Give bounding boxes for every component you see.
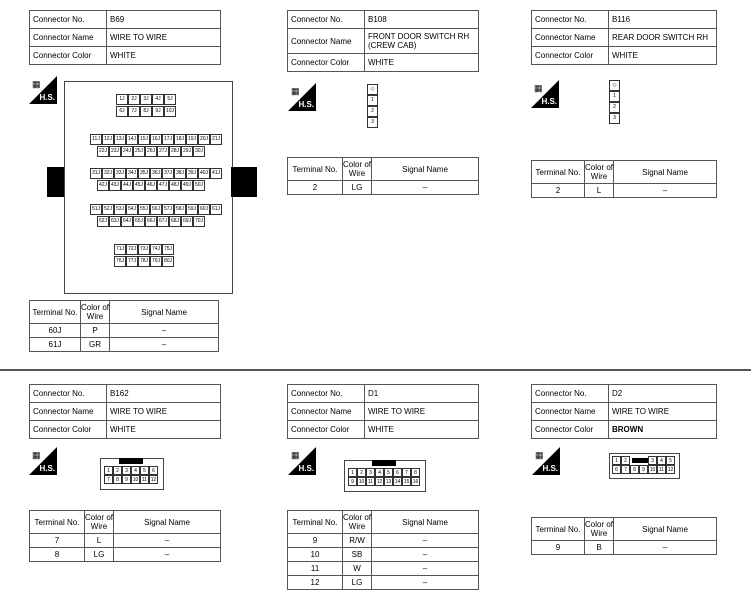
value-connector-name: WIRE TO WIRE bbox=[107, 403, 221, 421]
pin-cavity: 3 bbox=[367, 117, 378, 128]
pin-cavity: 67J bbox=[157, 216, 169, 227]
pin-cavity: 8 bbox=[630, 465, 639, 474]
table-row: 2 LG – bbox=[288, 181, 479, 195]
pin-cavity: 11 bbox=[141, 477, 148, 483]
pin-cavity: 15J bbox=[138, 134, 150, 145]
pin-cavity: 9J bbox=[152, 106, 164, 117]
pin-cavity: 9 bbox=[639, 465, 648, 474]
pin-cavity: 35J bbox=[138, 168, 150, 179]
pin-cavity: 78J bbox=[138, 256, 150, 267]
connector-latch-right bbox=[231, 167, 257, 197]
pin-cavity: ◇ bbox=[367, 84, 378, 95]
pin-cavity: 71J bbox=[114, 244, 126, 255]
harness-side-icon: ▦ H.S. bbox=[532, 447, 560, 475]
table-row: 9 R/W – bbox=[288, 534, 479, 548]
label-connector-color: Connector Color bbox=[288, 421, 365, 439]
pin-cavity: 38J bbox=[174, 168, 186, 179]
pin-cavity: 2J bbox=[128, 94, 140, 105]
value-connector-color: BROWN bbox=[609, 421, 717, 439]
header-color-of-wire: Color of Wire bbox=[343, 158, 372, 181]
header-terminal-no: Terminal No. bbox=[288, 158, 343, 181]
pin-cavity: 5J bbox=[164, 94, 176, 105]
pin-cavity: 62J bbox=[97, 216, 109, 227]
connector-key bbox=[632, 458, 648, 463]
header-signal-name: Signal Name bbox=[372, 158, 479, 181]
value-connector-no: B69 bbox=[107, 11, 221, 29]
pin-cavity: 6 bbox=[612, 465, 621, 474]
pin-cavity: 14J bbox=[126, 134, 138, 145]
connector-info-b69 bbox=[29, 10, 221, 65]
pin-cavity: 9 bbox=[348, 477, 357, 486]
pin-cavity: 12J bbox=[102, 134, 114, 145]
pin-cavity: 64J bbox=[121, 216, 133, 227]
table-row: 8 LG – bbox=[30, 548, 221, 562]
pin-cavity: 80J bbox=[162, 256, 174, 267]
pin-cavity: 1J bbox=[116, 94, 128, 105]
pin-cavity: 24J bbox=[121, 146, 133, 157]
pin-cavity: 27J bbox=[157, 146, 169, 157]
pin-cavity: 36J bbox=[150, 168, 162, 179]
pin-cavity: 49J bbox=[181, 180, 193, 191]
pin-cavity: 26J bbox=[145, 146, 157, 157]
connector-glyph-icon: ▦ bbox=[32, 450, 41, 460]
value-connector-color: WHITE bbox=[365, 421, 479, 439]
pin-cavity: 10 bbox=[358, 479, 365, 485]
pin-cavity: 25J bbox=[133, 146, 145, 157]
header-color-of-wire: Color of Wire bbox=[585, 518, 614, 541]
table-row: 61J GR – bbox=[30, 338, 219, 352]
harness-side-icon: ▦ H.S. bbox=[531, 80, 559, 108]
pin-cavity: 2 bbox=[357, 468, 366, 477]
value-connector-no: D1 bbox=[365, 385, 479, 403]
pin-cavity: 40J bbox=[198, 168, 210, 179]
pin-cavity: 10J bbox=[164, 106, 176, 117]
pin-cavity: 58J bbox=[174, 204, 186, 215]
pin-cavity: 46J bbox=[145, 180, 157, 191]
table-row: 10 SB – bbox=[288, 548, 479, 562]
pin-cavity: 14 bbox=[394, 479, 401, 485]
pin-cavity: 3 bbox=[366, 468, 375, 477]
connector-lock-tab bbox=[119, 458, 143, 464]
harness-side-icon: ▦ H.S. bbox=[29, 76, 57, 104]
pin-cavity: 16J bbox=[150, 134, 162, 145]
harness-side-icon: ▦ H.S. bbox=[29, 447, 57, 475]
pin-cavity: 1 bbox=[609, 91, 620, 102]
connector-glyph-icon: ▦ bbox=[32, 79, 41, 89]
harness-side-icon: ▦ H.S. bbox=[288, 447, 316, 475]
connector-info-b116 bbox=[531, 10, 717, 65]
label-connector-color: Connector Color bbox=[30, 421, 107, 439]
pin-cavity: 47J bbox=[157, 180, 169, 191]
pin-cavity: 8J bbox=[140, 106, 152, 117]
section-divider bbox=[0, 369, 751, 371]
pin-cavity: 1 bbox=[104, 466, 113, 475]
pin-cavity: 18J bbox=[174, 134, 186, 145]
table-row: 12 LG – bbox=[288, 576, 479, 590]
value-connector-color: WHITE bbox=[609, 47, 717, 65]
connector-info-d1 bbox=[287, 384, 479, 439]
value-connector-name: FRONT DOOR SWITCH RH (CREW CAB) bbox=[365, 29, 479, 54]
header-color-of-wire: Color of Wire bbox=[585, 161, 614, 184]
pin-cavity: 12 bbox=[150, 477, 157, 483]
label-connector-no: Connector No. bbox=[288, 385, 365, 403]
pin-cavity: 4 bbox=[657, 456, 666, 465]
pin-cavity: 66J bbox=[145, 216, 157, 227]
pin-cavity: ◇ bbox=[609, 80, 620, 91]
pin-cavity: 4 bbox=[375, 468, 384, 477]
pin-cavity: 44J bbox=[121, 180, 133, 191]
label-connector-no: Connector No. bbox=[30, 11, 107, 29]
label-connector-name: Connector Name bbox=[532, 403, 609, 421]
pin-cavity: 9 bbox=[122, 475, 131, 484]
pin-cavity: 13J bbox=[114, 134, 126, 145]
header-terminal-no: Terminal No. bbox=[30, 301, 81, 324]
pin-cavity: 50J bbox=[193, 180, 205, 191]
label-connector-name: Connector Name bbox=[532, 29, 609, 47]
value-connector-name: WIRE TO WIRE bbox=[365, 403, 479, 421]
connector-glyph-icon: ▦ bbox=[534, 83, 543, 93]
pin-cavity: 22J bbox=[97, 146, 109, 157]
pin-cavity: 5 bbox=[384, 468, 393, 477]
label-connector-color: Connector Color bbox=[30, 47, 107, 65]
pin-cavity: 4 bbox=[131, 466, 140, 475]
pin-cavity: 37J bbox=[162, 168, 174, 179]
terminal-table-b69 bbox=[29, 300, 219, 352]
table-row: 7 L – bbox=[30, 534, 221, 548]
pin-cavity: 31J bbox=[90, 168, 102, 179]
value-connector-color: WHITE bbox=[365, 54, 479, 72]
pin-cavity: 10 bbox=[649, 467, 656, 473]
pin-cavity: 7J bbox=[128, 106, 140, 117]
pin-cavity: 1 bbox=[612, 456, 621, 465]
label-connector-name: Connector Name bbox=[30, 29, 107, 47]
header-color-of-wire: Color of Wire bbox=[85, 511, 114, 534]
pin-cavity: 3J bbox=[140, 94, 152, 105]
connector-glyph-icon: ▦ bbox=[291, 450, 300, 460]
pin-cavity: 12 bbox=[376, 479, 383, 485]
terminal-table-d2 bbox=[531, 517, 717, 555]
connector-latch-left bbox=[47, 167, 64, 197]
value-connector-color: WHITE bbox=[107, 47, 221, 65]
header-color-of-wire: Color of Wire bbox=[343, 511, 372, 534]
header-signal-name: Signal Name bbox=[110, 301, 219, 324]
label-connector-no: Connector No. bbox=[532, 385, 609, 403]
header-terminal-no: Terminal No. bbox=[532, 161, 585, 184]
pin-cavity: 6 bbox=[149, 466, 158, 475]
pin-cavity: 2 bbox=[609, 102, 620, 113]
pin-cavity: 65J bbox=[133, 216, 145, 227]
pin-cavity: 17J bbox=[162, 134, 174, 145]
table-row: 11 W – bbox=[288, 562, 479, 576]
pin-cavity: 60J bbox=[198, 204, 210, 215]
pin-cavity: 32J bbox=[102, 168, 114, 179]
pin-cavity: 68J bbox=[169, 216, 181, 227]
header-signal-name: Signal Name bbox=[114, 511, 221, 534]
pin-cavity: 77J bbox=[126, 256, 138, 267]
terminal-table-b108 bbox=[287, 157, 479, 195]
value-connector-name: WIRE TO WIRE bbox=[107, 29, 221, 47]
connector-info-b108 bbox=[287, 10, 479, 72]
pin-cavity: 2 bbox=[113, 466, 122, 475]
pin-cavity: 8 bbox=[411, 468, 420, 477]
pin-cavity: 74J bbox=[150, 244, 162, 255]
pin-cavity: 6 bbox=[393, 468, 402, 477]
pin-cavity: 20J bbox=[198, 134, 210, 145]
label-connector-no: Connector No. bbox=[288, 11, 365, 29]
label-connector-no: Connector No. bbox=[532, 11, 609, 29]
terminal-table-b162 bbox=[29, 510, 221, 562]
pin-cavity: 7 bbox=[402, 468, 411, 477]
pin-cavity: 21J bbox=[210, 134, 222, 145]
pin-cavity: 79J bbox=[150, 256, 162, 267]
pin-cavity: 3 bbox=[122, 466, 131, 475]
pin-cavity: 3 bbox=[609, 113, 620, 124]
pin-cavity: 59J bbox=[186, 204, 198, 215]
pin-cavity: 1 bbox=[348, 468, 357, 477]
label-connector-name: Connector Name bbox=[288, 29, 365, 54]
pin-cavity: 19J bbox=[186, 134, 198, 145]
value-connector-no: B108 bbox=[365, 11, 479, 29]
pin-cavity: 29J bbox=[181, 146, 193, 157]
pin-cavity: 13 bbox=[385, 479, 392, 485]
pin-cavity: 11 bbox=[367, 479, 374, 485]
pin-cavity: 2 bbox=[621, 456, 630, 465]
pin-cavity: 39J bbox=[186, 168, 198, 179]
pin-cavity: 75J bbox=[162, 244, 174, 255]
pin-cavity: 4J bbox=[152, 94, 164, 105]
connector-glyph-icon: ▦ bbox=[535, 450, 544, 460]
pin-cavity: 1 bbox=[367, 95, 378, 106]
pin-cavity: 54J bbox=[126, 204, 138, 215]
pin-cavity: 5 bbox=[140, 466, 149, 475]
pin-cavity: 73J bbox=[138, 244, 150, 255]
pin-cavity: 12 bbox=[667, 467, 674, 473]
value-connector-no: B162 bbox=[107, 385, 221, 403]
pin-cavity: 11 bbox=[658, 467, 665, 473]
connector-info-b162 bbox=[29, 384, 221, 439]
pin-cavity: 57J bbox=[162, 204, 174, 215]
pin-cavity: 55J bbox=[138, 204, 150, 215]
pin-cavity: 48J bbox=[169, 180, 181, 191]
pin-cavity: 8 bbox=[113, 475, 122, 484]
value-connector-name: WIRE TO WIRE bbox=[609, 403, 717, 421]
header-terminal-no: Terminal No. bbox=[532, 518, 585, 541]
terminal-table-d1 bbox=[287, 510, 479, 590]
table-row: 60J P – bbox=[30, 324, 219, 338]
pin-cavity: 52J bbox=[102, 204, 114, 215]
header-color-of-wire: Color of Wire bbox=[81, 301, 110, 324]
pin-cavity: 16 bbox=[412, 479, 419, 485]
pin-cavity: 2 bbox=[367, 106, 378, 117]
pin-cavity: 15 bbox=[403, 479, 410, 485]
value-connector-color: WHITE bbox=[107, 421, 221, 439]
pin-cavity: 28J bbox=[169, 146, 181, 157]
pin-cavity: 53J bbox=[114, 204, 126, 215]
value-connector-name: REAR DOOR SWITCH RH bbox=[609, 29, 717, 47]
connector-info-d2 bbox=[531, 384, 717, 439]
pin-cavity: 7 bbox=[104, 475, 113, 484]
pin-cavity: 41J bbox=[210, 168, 222, 179]
pin-cavity: 43J bbox=[109, 180, 121, 191]
label-connector-no: Connector No. bbox=[30, 385, 107, 403]
label-connector-name: Connector Name bbox=[30, 403, 107, 421]
header-terminal-no: Terminal No. bbox=[30, 511, 85, 534]
pin-cavity: 76J bbox=[114, 256, 126, 267]
table-row: 9 B – bbox=[532, 541, 717, 555]
pin-cavity: 3 bbox=[648, 456, 657, 465]
label-connector-name: Connector Name bbox=[288, 403, 365, 421]
header-signal-name: Signal Name bbox=[372, 511, 479, 534]
pin-cavity: 23J bbox=[109, 146, 121, 157]
connector-lock-tab bbox=[372, 460, 396, 466]
pin-cavity: 10 bbox=[132, 477, 139, 483]
pin-cavity: 61J bbox=[210, 204, 222, 215]
pin-cavity: 69J bbox=[181, 216, 193, 227]
pin-cavity: 45J bbox=[133, 180, 145, 191]
header-signal-name: Signal Name bbox=[614, 518, 717, 541]
pin-cavity: 34J bbox=[126, 168, 138, 179]
label-connector-color: Connector Color bbox=[532, 421, 609, 439]
value-connector-no: D2 bbox=[609, 385, 717, 403]
pin-cavity: 42J bbox=[97, 180, 109, 191]
pin-cavity: 72J bbox=[126, 244, 138, 255]
pin-cavity: 51J bbox=[90, 204, 102, 215]
pin-cavity: 63J bbox=[109, 216, 121, 227]
label-connector-color: Connector Color bbox=[532, 47, 609, 65]
value-connector-no: B116 bbox=[609, 11, 717, 29]
pin-cavity: 30J bbox=[193, 146, 205, 157]
header-terminal-no: Terminal No. bbox=[288, 511, 343, 534]
label-connector-color: Connector Color bbox=[288, 54, 365, 72]
harness-side-icon: ▦ H.S. bbox=[288, 83, 316, 111]
pin-cavity: 70J bbox=[193, 216, 205, 227]
pin-cavity: 56J bbox=[150, 204, 162, 215]
pin-cavity: 11J bbox=[90, 134, 102, 145]
header-signal-name: Signal Name bbox=[614, 161, 717, 184]
table-row: 2 L – bbox=[532, 184, 717, 198]
pin-cavity: 5 bbox=[666, 456, 675, 465]
pin-cavity: 6J bbox=[116, 106, 128, 117]
connector-glyph-icon: ▦ bbox=[291, 86, 300, 96]
pin-cavity: 33J bbox=[114, 168, 126, 179]
terminal-table-b116 bbox=[531, 160, 717, 198]
pin-cavity: 7 bbox=[621, 465, 630, 474]
